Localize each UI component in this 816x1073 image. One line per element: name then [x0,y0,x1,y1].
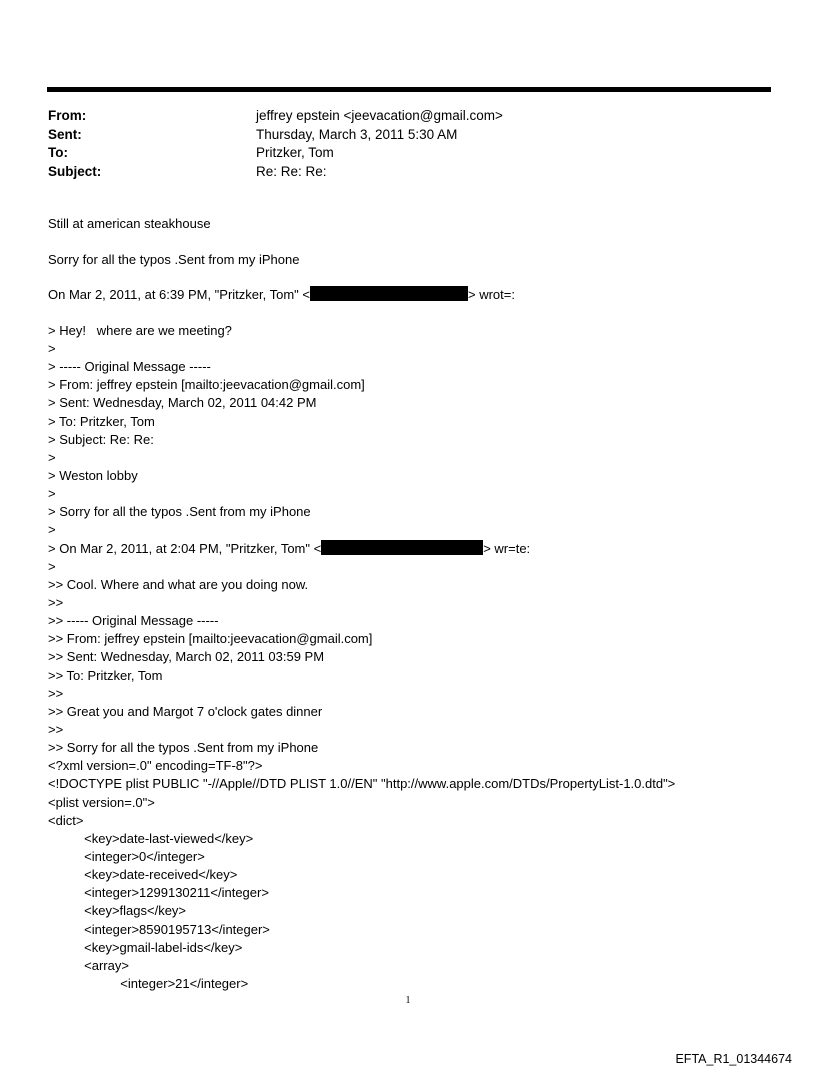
quoted-line: <integer>21</integer> [48,975,249,991]
quoted-line: <key>flags</key> [48,903,187,919]
wrote-line [48,286,788,304]
subject-label: Subject: [48,163,102,179]
quoted-line: > [48,486,56,502]
quoted-line: >> Sorry for all the typos .Sent from my iPhone [48,740,319,756]
quoted-block [48,558,788,993]
quoted-line: >> To: Pritzker, Tom [48,667,163,683]
from-value: jeffrey epstein <jeevacation@gmail.com> [256,108,503,123]
header-rule [47,87,771,92]
sent-value: Thursday, March 3, 2011 5:30 AM [256,126,458,142]
quoted-line: > Hey! where are we meeting? [48,322,232,338]
quoted-line: > Subject: Re: Re: [48,431,154,447]
quoted-line: <array> [48,957,129,973]
quoted-line: <integer>0</integer> [48,849,205,864]
quoted-line: >> ----- Original Message ----- [48,613,219,629]
quoted-line: > [48,341,56,357]
body-line: Sorry for all the typos .Sent from my iPhone [48,251,300,267]
quoted-line: <integer>8590195713</integer> [48,921,270,937]
quoted-line: >> [48,722,64,738]
quoted-line: > To: Pritzker, Tom [48,413,155,429]
quoted-line: >> Sent: Wednesday, March 02, 2011 03:59 PM [48,649,325,665]
quoted-line: > From: jeffrey epstein [mailto:jeevacation@gmail.com] [48,377,365,393]
quoted-line: >> From: jeffrey epstein [mailto:jeevacation@gmail.com] [48,631,373,647]
subject-value: Re: Re: Re: [256,163,327,179]
wrote-prefix: On Mar 2, 2011, at 6:39 PM, "Pritzker, Tom" < [48,287,310,303]
email-body [48,215,788,993]
wrote-suffix: > wr=te: [483,540,531,556]
bates-stamp: EFTA_R1_01344674 [675,1052,792,1066]
page-number: 1 [405,995,411,1006]
quoted-line: >> [48,595,64,611]
quoted-line: > Sorry for all the typos .Sent from my iPhone [48,504,311,520]
quoted-line: <key>gmail-label-ids</key> [48,939,243,955]
body-line: Still at american steakhouse [48,216,211,231]
quoted-line: >> [48,685,64,701]
quoted-line: <?xml version=.0" encoding=TF-8"?> [48,758,263,774]
quoted-line: > [48,558,56,574]
wrote-prefix: > On Mar 2, 2011, at 2:04 PM, "Pritzker, Tom" < [48,540,322,556]
quoted-line: >> Great you and Margot 7 o'clock gates dinner [48,703,323,719]
quoted-line: <!DOCTYPE plist PUBLIC "-//Apple//DTD PLIST 1.0//EN" "http://www.apple.com/DTDs/PropertyList-1.0.dtd"> [48,776,676,792]
quoted-line: <key>date-received</key> [48,867,238,883]
quoted-line: <key>date-last-viewed</key> [48,830,254,846]
quoted-line: >> Cool. Where and what are you doing now. [48,576,309,592]
quoted-line: <integer>1299130211</integer> [48,885,269,901]
sent-label: Sent: [48,126,82,142]
wrote-line [48,540,788,558]
to-label: To: [48,145,68,160]
quoted-line: <plist version=.0"> [48,794,155,810]
wrote-suffix: > wrot=: [468,287,515,303]
quoted-line: > Sent: Wednesday, March 02, 2011 04:42 PM [48,395,317,411]
quoted-line: > ----- Original Message ----- [48,359,211,375]
quoted-line: > Weston lobby [48,468,138,484]
quoted-line: > [48,522,56,538]
quoted-line: <dict> [48,812,84,828]
redaction-box [310,286,468,301]
from-label: From: [48,108,87,123]
quoted-line: > [48,449,56,465]
to-value: Pritzker, Tom [256,145,334,160]
redaction-box [321,540,483,555]
quoted-block [48,322,788,540]
